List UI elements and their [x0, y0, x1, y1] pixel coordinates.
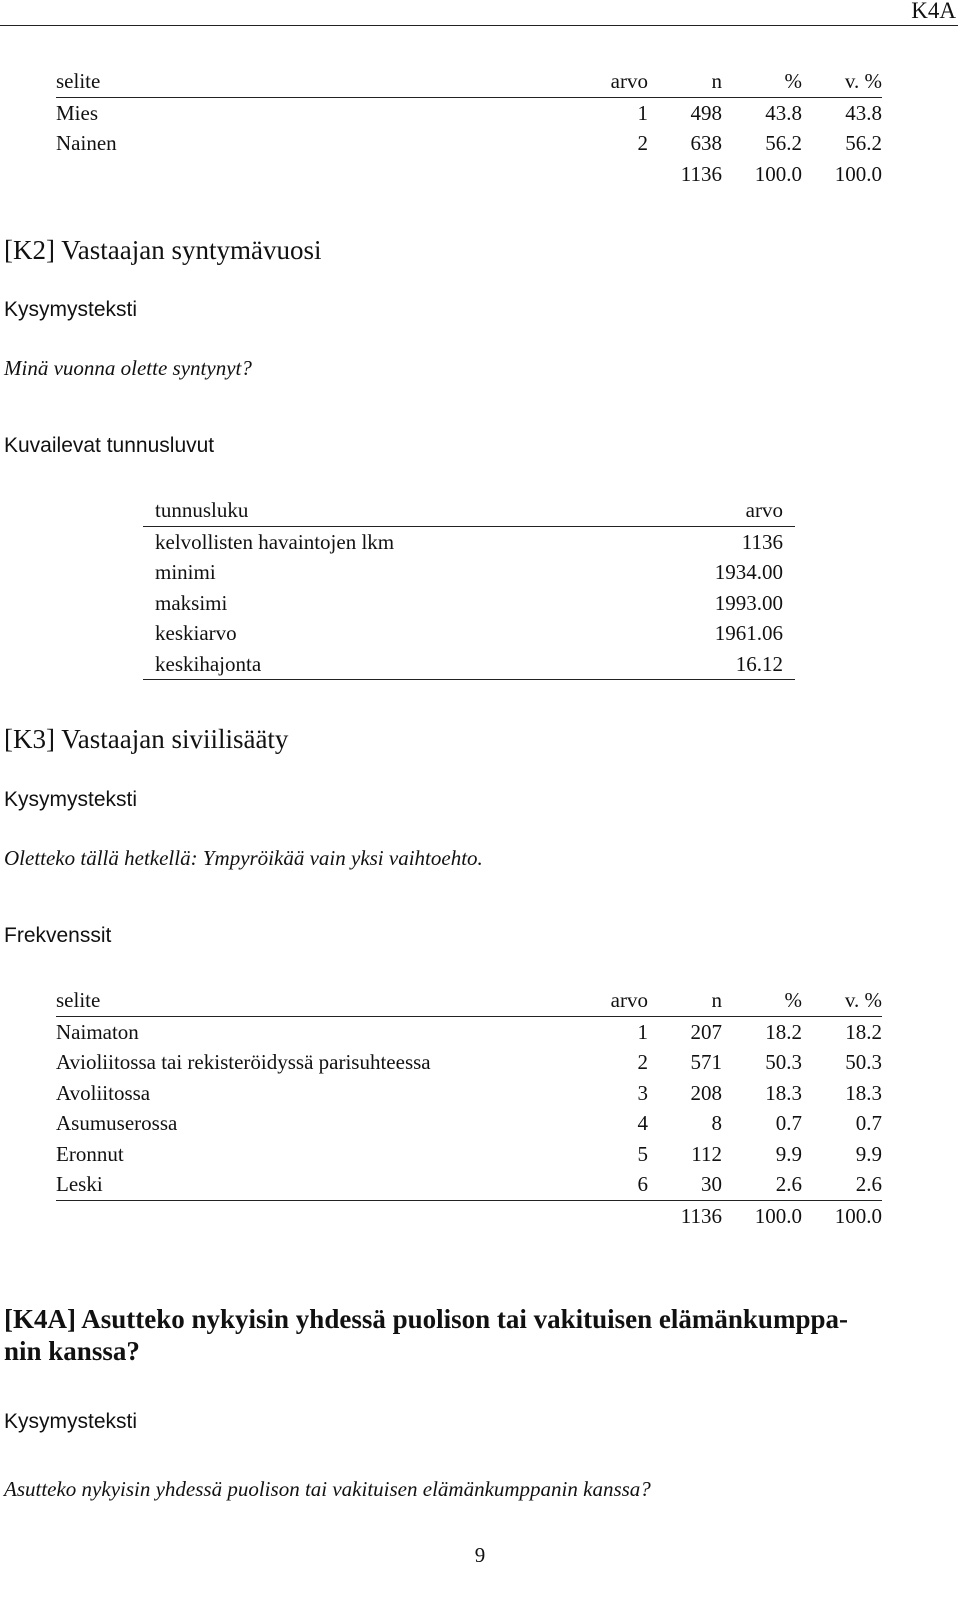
cell-tunnusluku: keskiarvo: [155, 621, 237, 645]
cell-arvo: 1: [637, 1019, 648, 1044]
table-row: [56, 1047, 882, 1078]
k3-frequency-table: [56, 985, 882, 1231]
running-head: [0, 0, 958, 26]
cell-tunnusluku: maksimi: [155, 590, 228, 615]
k4a-kysymysteksti-label: Kysymysteksti: [4, 1410, 138, 1433]
cell-total-pct: 100.0: [754, 161, 802, 186]
cell-selite: Avoliitossa: [56, 1080, 151, 1105]
k4a-section: [4, 1303, 954, 1367]
cell-tunnusluku: kelvollisten havaintojen lkm: [155, 529, 395, 554]
table-row: [143, 649, 795, 680]
cell-arvo: 3: [637, 1080, 648, 1105]
k2-question: Minä vuonna olette syntynyt?: [4, 356, 252, 380]
cell-pct: 50.3: [765, 1050, 802, 1074]
page-number: 9: [474, 1543, 486, 1567]
cell-vpct: 0.7: [855, 1111, 882, 1135]
col-header-arvo: arvo: [610, 69, 648, 93]
cell-n: 638: [690, 131, 722, 155]
k3-question: Oletteko tällä hetkellä: Ympyröikää vain yksi vaihtoehto.: [4, 846, 483, 870]
k4a-title: [4, 1303, 954, 1367]
cell-vpct: 18.2: [845, 1019, 882, 1044]
table-header-row: [143, 495, 795, 526]
cell-empty: [56, 1200, 586, 1231]
table-row: [56, 1078, 882, 1109]
cell-total-vpct: 100.0: [834, 161, 882, 186]
cell-selite: Mies: [56, 100, 98, 125]
cell-total-pct: 100.0: [754, 1203, 802, 1228]
cell-arvo: 1993.00: [714, 590, 783, 615]
cell-n: 112: [691, 1141, 722, 1166]
cell-selite: Asumuserossa: [56, 1111, 178, 1135]
cell-vpct: 18.3: [845, 1080, 882, 1105]
cell-empty: [56, 159, 586, 190]
col-header-vpct: v. %: [844, 988, 882, 1012]
table-row: [56, 1139, 882, 1170]
cell-pct: 18.2: [765, 1019, 802, 1044]
table-row: [56, 1108, 882, 1139]
cell-vpct: 56.2: [845, 131, 882, 155]
cell-arvo: 2: [637, 131, 648, 155]
k3-freq-label: Frekvenssit: [4, 924, 112, 947]
col-header-vpct: v. %: [844, 69, 882, 93]
cell-n: 208: [690, 1080, 722, 1105]
cell-pct: 2.6: [775, 1172, 802, 1196]
cell-arvo: 2: [637, 1050, 648, 1074]
cell-n: 207: [690, 1019, 722, 1044]
col-header-arvo: arvo: [610, 988, 648, 1012]
cell-tunnusluku: keskihajonta: [155, 651, 262, 676]
k2-section: [4, 234, 321, 266]
k2-stats-table-block: [143, 495, 795, 680]
cell-selite: Naimaton: [56, 1019, 139, 1044]
cell-arvo: 1: [637, 100, 648, 125]
cell-vpct: 43.8: [845, 100, 882, 125]
cell-empty: [586, 1200, 648, 1231]
cell-pct: 9.9: [775, 1141, 802, 1166]
cell-vpct: 9.9: [855, 1141, 882, 1166]
cell-vpct: 2.6: [855, 1172, 882, 1196]
cell-arvo: 1961.06: [714, 621, 783, 645]
table-row: [143, 557, 795, 588]
cell-selite: Leski: [56, 1172, 103, 1196]
cell-pct: 56.2: [765, 131, 802, 155]
k4a-title-line1: [K4A] Asutteko nykyisin yhdessä puolison tai vakituisen elämänkumppa-: [4, 1304, 848, 1334]
cell-n: 8: [711, 1111, 722, 1135]
cell-n: 498: [690, 100, 722, 125]
cell-pct: 0.7: [775, 1111, 802, 1135]
cell-vpct: 50.3: [845, 1050, 882, 1074]
cell-arvo: 5: [637, 1141, 648, 1166]
cell-arvo: 16.12: [735, 651, 783, 676]
cell-selite: Nainen: [56, 131, 117, 155]
table-total-row: [56, 159, 882, 190]
k2-title: [K2] Vastaajan syntymävuosi: [4, 235, 322, 265]
table-row: [56, 128, 882, 159]
table-header-row: [56, 66, 882, 97]
k2-stats-table: [143, 495, 795, 680]
table-row: [143, 526, 795, 557]
cell-total-n: 1136: [680, 161, 722, 186]
running-head-label: K4A: [911, 0, 956, 23]
cell-n: 30: [701, 1172, 722, 1196]
cell-arvo: 1934.00: [714, 560, 783, 584]
table-row: [56, 1169, 882, 1200]
k1-frequency-table: [56, 66, 882, 189]
col-header-n: n: [711, 988, 722, 1012]
k4a-question: Asutteko nykyisin yhdessä puolison tai vakituisen elämänkumppanin kanssa?: [4, 1477, 651, 1501]
table-total-row: [56, 1200, 882, 1231]
col-header-tunnusluku: tunnusluku: [155, 498, 249, 522]
table-header-row: [56, 985, 882, 1016]
col-header-pct: %: [784, 988, 802, 1012]
col-header-arvo: arvo: [745, 498, 783, 522]
col-header-selite: selite: [56, 69, 101, 93]
cell-total-n: 1136: [680, 1203, 722, 1228]
table-row: [143, 588, 795, 619]
cell-selite: Eronnut: [56, 1141, 124, 1166]
cell-pct: 43.8: [765, 100, 802, 125]
cell-pct: 18.3: [765, 1080, 802, 1105]
cell-total-vpct: 100.0: [834, 1203, 882, 1228]
cell-empty: [586, 159, 648, 190]
table-row: [56, 97, 882, 128]
cell-arvo: 4: [637, 1111, 648, 1135]
table-row: [143, 618, 795, 649]
k1-frequency-table-block: [56, 66, 882, 189]
k3-title: [K3] Vastaajan siviilisääty: [4, 724, 289, 754]
table-row: [56, 1016, 882, 1047]
col-header-selite: selite: [56, 988, 101, 1012]
k4a-title-line2: nin kanssa?: [4, 1336, 140, 1366]
k2-stats-label: Kuvailevat tunnusluvut: [4, 434, 215, 457]
col-header-pct: %: [784, 69, 802, 93]
k3-kysymysteksti-label: Kysymysteksti: [4, 788, 138, 811]
cell-tunnusluku: minimi: [155, 560, 216, 584]
k3-frequency-table-block: [56, 985, 882, 1231]
k2-kysymysteksti-label: Kysymysteksti: [4, 298, 138, 321]
cell-arvo: 6: [637, 1172, 648, 1196]
col-header-n: n: [711, 69, 722, 93]
k3-section: [4, 723, 288, 755]
cell-selite: Avioliitossa tai rekisteröidyssä parisuhteessa: [56, 1050, 431, 1074]
cell-n: 571: [690, 1050, 722, 1074]
cell-arvo: 1136: [741, 529, 783, 554]
